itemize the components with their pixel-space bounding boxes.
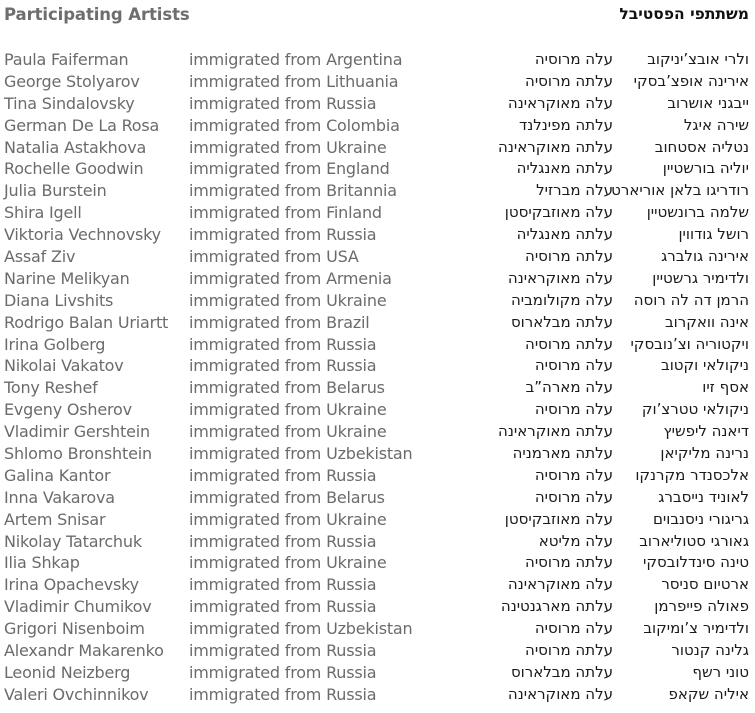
artist-row-hebrew: [429, 443, 749, 465]
artist-origin: immigrated from Ukraine: [189, 137, 387, 157]
artist-name: Nikolai Vakatov: [4, 356, 124, 376]
artist-origin-hebrew: עלתה מרוסיה: [525, 334, 613, 353]
artist-origin-hebrew: עלה מרוסיה: [534, 487, 613, 506]
artist-origin-hebrew: עלה מאוקראינה: [507, 684, 613, 703]
artist-row: [4, 334, 434, 356]
artist-origin-hebrew: עלתה מרוסיה: [525, 641, 613, 660]
artist-origin-hebrew: עלה מרוסיה: [534, 619, 613, 638]
artist-origin-hebrew: עלתה מאנגליה: [516, 225, 613, 244]
artist-origin: immigrated from Colombia: [189, 115, 400, 135]
artist-origin-hebrew: עלה מרוסיה: [534, 50, 613, 68]
artist-origin: immigrated from England: [189, 159, 390, 179]
artist-origin-hebrew: עלה מברזיל: [536, 181, 613, 200]
artist-row-hebrew: [429, 509, 749, 531]
artist-origin-hebrew: עלה מאוקראינה: [507, 575, 613, 594]
artist-name: German De La Rosa: [4, 115, 160, 135]
artist-name: Shira Igell: [4, 203, 82, 223]
artist-name: Julia Burstein: [4, 181, 107, 201]
artist-row: [4, 268, 434, 290]
artist-row-hebrew: [429, 93, 749, 115]
artist-origin-hebrew: עלה מרוסיה: [534, 356, 613, 375]
artist-origin: immigrated from Uzbekistan: [189, 619, 413, 639]
artist-row-hebrew: [429, 268, 749, 290]
artist-origin: immigrated from Russia: [189, 662, 377, 682]
artist-row-hebrew: [429, 290, 749, 312]
artist-name-hebrew: ארטיום סניסר: [661, 575, 749, 594]
artist-origin-hebrew: עלה מארה”ב: [525, 378, 613, 397]
artist-name: Rodrigo Balan Uriartt: [4, 312, 169, 332]
artist-origin-hebrew: עלתה מארמניה: [512, 444, 613, 463]
artist-row: [4, 421, 434, 443]
artist-row: [4, 618, 434, 640]
artist-origin-hebrew: עלה מליטא: [538, 531, 613, 550]
artist-name-hebrew: ניקולאי וקטוב: [661, 356, 749, 375]
artist-origin: immigrated from Ukraine: [189, 509, 387, 529]
artist-row: [4, 290, 434, 312]
artist-row: [4, 377, 434, 399]
artist-row: [4, 355, 434, 377]
artist-name-hebrew: רודריגו בלאן אוריארט: [611, 181, 749, 200]
artist-name-hebrew: יוליה בורשטיין: [662, 159, 749, 178]
artist-name: Alexandr Makarenko: [4, 641, 164, 661]
artist-row: [4, 224, 434, 246]
artist-row-hebrew: [429, 158, 749, 180]
artist-name-hebrew: ולדימיר גרשטיין: [652, 268, 749, 287]
artist-origin: immigrated from USA: [189, 247, 359, 267]
artist-name: Irina Golberg: [4, 334, 106, 354]
artist-row: [4, 93, 434, 115]
artist-name-hebrew: גאורגי סטוליארוב: [639, 531, 749, 550]
artist-name-hebrew: ייבגני אושרוב: [667, 93, 749, 112]
artist-name: Nikolay Tatarchuk: [4, 531, 142, 551]
artist-row: [4, 552, 434, 574]
artist-name-hebrew: אסף זיו: [702, 378, 749, 397]
artist-origin-hebrew: עלתה מאוקראינה: [498, 422, 613, 441]
artist-name: Leonid Neizberg: [4, 662, 131, 682]
artist-row: [4, 49, 434, 71]
artist-row-hebrew: [429, 399, 749, 421]
artist-row-hebrew: [429, 377, 749, 399]
artist-row: [4, 509, 434, 531]
artist-name-hebrew: פאולה פייפרמן: [654, 597, 749, 616]
artist-origin: immigrated from Russia: [189, 597, 377, 617]
artist-name: Grigori Nisenboim: [4, 619, 145, 639]
artist-row: [4, 465, 434, 487]
artist-name-hebrew: אלכסנדר מקרנקו: [635, 465, 749, 484]
artist-row-hebrew: [429, 202, 749, 224]
artist-origin-hebrew: עלתה מאנגליה: [516, 159, 613, 178]
artist-name-hebrew: ויקטוריה וצ’נובסקי: [630, 334, 749, 353]
artist-origin: immigrated from Ukraine: [189, 400, 387, 420]
english-heading: Participating Artists: [4, 5, 190, 24]
artist-origin: immigrated from Russia: [189, 641, 377, 661]
artist-name-hebrew: רושל גודווין: [678, 225, 749, 244]
artist-origin: immigrated from Britannia: [189, 181, 397, 201]
artist-row: [4, 399, 434, 421]
artist-name-hebrew: דיאנה ליפשיץ: [663, 422, 749, 441]
artist-origin: immigrated from Ukraine: [189, 553, 387, 573]
artist-name-hebrew: טינה סינדלובסקי: [643, 553, 749, 572]
artist-origin-hebrew: עלה מרוסיה: [534, 400, 613, 419]
artist-row-hebrew: [429, 487, 749, 509]
artist-origin: immigrated from Russia: [189, 531, 377, 551]
artist-origin: immigrated from Uzbekistan: [189, 444, 413, 464]
artist-origin-hebrew: עלה מרוסיה: [534, 465, 613, 484]
artist-name: Natalia Astakhova: [4, 137, 147, 157]
artist-row-hebrew: [429, 531, 749, 553]
artist-name: Diana Livshits: [4, 290, 114, 310]
artist-name-hebrew: ולרי אובצ’יניקוב: [647, 50, 749, 68]
artist-name: Artem Snisar: [4, 509, 106, 529]
artist-row-hebrew: [429, 596, 749, 618]
artist-name: Ilia Shkap: [4, 553, 80, 573]
artist-name-hebrew: גלינה קנטור: [671, 641, 749, 660]
artist-name: Tony Reshef: [4, 378, 98, 398]
artist-name-hebrew: ולדימיר צ’ומיקוב: [643, 619, 749, 638]
artist-row-hebrew: [429, 71, 749, 93]
artist-origin-hebrew: עלתה מרוסיה: [525, 553, 613, 572]
artist-name-hebrew: אינה וואקרוב: [664, 312, 749, 331]
artist-row: [4, 137, 434, 159]
artist-origin: immigrated from Belarus: [189, 487, 385, 507]
english-rows: [4, 49, 434, 706]
artist-name-hebrew: לאוניד נייסברג: [658, 487, 749, 506]
artist-row: [4, 180, 434, 202]
artist-row-hebrew: [429, 49, 749, 71]
artist-name-hebrew: שירה איגל: [683, 115, 749, 134]
artist-row: [4, 574, 434, 596]
artist-origin-hebrew: עלה מאוקראינה: [507, 93, 613, 112]
artist-origin: immigrated from Russia: [189, 356, 377, 376]
artist-origin: immigrated from Ukraine: [189, 422, 387, 442]
artist-name: Valeri Ovchinnikov: [4, 684, 149, 704]
artist-name-hebrew: הרמן דה לה רוסה: [633, 290, 749, 309]
artist-name: Paula Faiferman: [4, 50, 129, 69]
artist-origin-hebrew: עלתה מארגנטינה: [500, 597, 613, 616]
artist-origin: immigrated from Russia: [189, 225, 377, 245]
artist-origin: immigrated from Armenia: [189, 268, 392, 288]
artist-origin: immigrated from Russia: [189, 93, 377, 113]
artist-origin-hebrew: עלתה מאוקראינה: [498, 137, 613, 156]
artist-row: [4, 596, 434, 618]
artist-name: George Stolyarov: [4, 71, 140, 91]
artist-name: Shlomo Bronshtein: [4, 444, 152, 464]
artist-origin: immigrated from Argentina: [189, 50, 403, 69]
artist-origin-hebrew: עלתה מבלארוס: [510, 312, 613, 331]
artist-row: [4, 202, 434, 224]
artist-origin: immigrated from Russia: [189, 465, 377, 485]
artist-row: [4, 684, 434, 706]
artist-name: Assaf Ziv: [4, 247, 76, 267]
artist-name: Vladimir Gershtein: [4, 422, 150, 442]
artist-name: Viktoria Vechnovsky: [4, 225, 161, 245]
artist-name: Evgeny Osherov: [4, 400, 132, 420]
artist-row: [4, 71, 434, 93]
artist-name-hebrew: נרינה מליקיאן: [660, 444, 749, 463]
artist-row-hebrew: [429, 465, 749, 487]
artist-row: [4, 640, 434, 662]
artist-row-hebrew: [429, 684, 749, 706]
artist-origin-hebrew: עלתה מפינלנד: [519, 115, 613, 134]
artist-name: Vladimir Chumikov: [4, 597, 152, 617]
artist-row: [4, 312, 434, 334]
artist-origin-hebrew: עלה מאוקראינה: [507, 268, 613, 287]
artist-row: [4, 115, 434, 137]
artist-name: Inna Vakarova: [4, 487, 115, 507]
artist-origin: immigrated from Ukraine: [189, 290, 387, 310]
artist-row: [4, 443, 434, 465]
artist-row-hebrew: [429, 574, 749, 596]
artist-origin: immigrated from Russia: [189, 575, 377, 595]
artist-row-hebrew: [429, 334, 749, 356]
artist-row-hebrew: [429, 421, 749, 443]
artist-name: Rochelle Goodwin: [4, 159, 144, 179]
artist-name-hebrew: אירינה אופצ’בסקי: [633, 71, 749, 90]
artist-origin-hebrew: עלתה מבלארוס: [510, 662, 613, 681]
artist-origin-hebrew: עלתה מרוסיה: [525, 71, 613, 90]
artist-origin-hebrew: עלה מאוזבקיסטן: [504, 509, 613, 528]
artist-name-hebrew: שלמה ברונשטיין: [646, 203, 749, 222]
artist-name-hebrew: איליה שקאפ: [668, 684, 749, 703]
artist-name: Irina Opachevsky: [4, 575, 139, 595]
artist-row-hebrew: [429, 137, 749, 159]
artist-name-hebrew: אירינה גולברג: [661, 247, 749, 266]
artist-origin-hebrew: עלתה מרוסיה: [525, 247, 613, 266]
artist-row: [4, 246, 434, 268]
artist-origin: immigrated from Finland: [189, 203, 382, 223]
artist-origin: immigrated from Belarus: [189, 378, 385, 398]
artist-name: Narine Melikyan: [4, 268, 130, 288]
artist-row-hebrew: [429, 640, 749, 662]
artist-origin: immigrated from Brazil: [189, 312, 370, 332]
artist-origin-hebrew: עלה מאוזבקיסטן: [504, 203, 613, 222]
artist-origin-hebrew: עלה מקולומביה: [510, 290, 613, 309]
artist-row-hebrew: [429, 552, 749, 574]
artist-row: [4, 531, 434, 553]
artist-row-hebrew: [429, 312, 749, 334]
artist-name: Galina Kantor: [4, 465, 111, 485]
hebrew-rows: [429, 49, 749, 706]
artist-row: [4, 158, 434, 180]
artist-name-hebrew: ניקולאי טטרצ’וק: [641, 400, 749, 419]
artist-origin: immigrated from Lithuania: [189, 71, 399, 91]
artist-row-hebrew: [429, 662, 749, 684]
artist-origin: immigrated from Russia: [189, 334, 377, 354]
artist-name: Tina Sindalovsky: [4, 93, 135, 113]
hebrew-heading: משתתפי הפסטיבל: [619, 5, 749, 23]
artist-name-hebrew: נטליה אסטחוב: [654, 137, 749, 156]
artist-name-hebrew: גריגורי ניסנבוים: [652, 509, 749, 528]
artist-row-hebrew: [429, 618, 749, 640]
artist-row-hebrew: [429, 224, 749, 246]
artist-row-hebrew: [429, 115, 749, 137]
artist-row: [4, 662, 434, 684]
artist-row-hebrew: [429, 246, 749, 268]
artist-row: [4, 487, 434, 509]
artist-row-hebrew: [429, 355, 749, 377]
artist-name-hebrew: טוני רשף: [692, 662, 749, 681]
artist-origin: immigrated from Russia: [189, 684, 377, 704]
artist-row-hebrew: [429, 180, 749, 202]
